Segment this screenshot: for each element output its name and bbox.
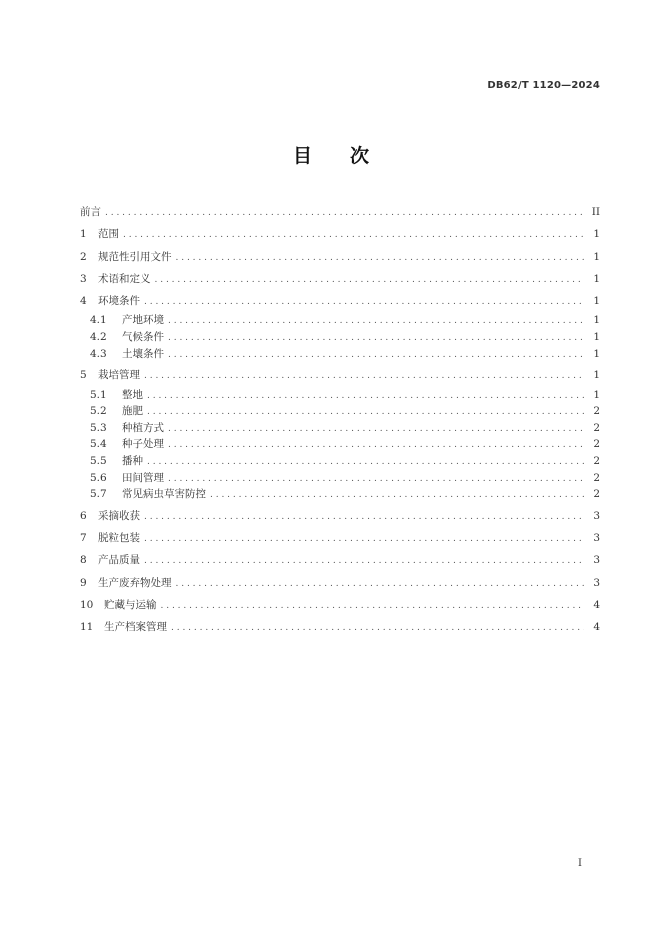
toc-entry-page: 1 — [593, 347, 600, 360]
toc-entry-label: 环境条件 — [98, 295, 140, 308]
toc-entry-5-5[interactable] — [80, 453, 600, 470]
toc-entry-number: 4.2 — [90, 331, 107, 344]
toc-entry-label: 前言 — [80, 206, 101, 218]
toc-entry-number: 5.3 — [90, 421, 107, 434]
toc-entry-5-6[interactable] — [80, 470, 600, 487]
toc-leader-dots — [168, 313, 584, 330]
toc-entry-page: 1 — [593, 228, 600, 241]
toc-entry-page: 1 — [593, 331, 600, 344]
toc-entry-label: 种子处理 — [122, 438, 164, 451]
toc-leader-dots — [144, 550, 584, 572]
toc-entry-page: 4 — [593, 621, 600, 634]
toc-entry-page: 4 — [593, 598, 600, 611]
toc-entry-label: 范围 — [98, 228, 119, 241]
toc-entry-page: 3 — [593, 576, 600, 589]
toc-entry-label: 栽培管理 — [98, 369, 140, 382]
toc-entry-page: 2 — [593, 438, 600, 451]
toc-title-part2: 次 — [350, 145, 370, 167]
toc-entry-number: 10 — [80, 598, 94, 611]
toc-leader-dots — [176, 247, 585, 269]
toc-entry-number: 4 — [80, 295, 87, 308]
toc-entry-7[interactable] — [80, 527, 600, 549]
toc-leader-dots — [155, 269, 585, 291]
toc-entry-6[interactable] — [80, 505, 600, 527]
toc-leader-dots — [105, 202, 584, 224]
toc-entry-page: II — [591, 206, 600, 218]
toc-entry-11[interactable] — [80, 616, 600, 638]
toc-entry-page: 2 — [593, 471, 600, 484]
toc-entry-number: 7 — [80, 532, 87, 545]
toc-leader-dots — [171, 617, 584, 639]
page-number: I — [578, 858, 582, 869]
toc-entry-label: 土壤条件 — [122, 347, 164, 360]
toc-entry-page: 1 — [593, 272, 600, 285]
toc-entry-label: 贮藏与运输 — [104, 598, 157, 611]
toc-entry-2[interactable] — [80, 246, 600, 268]
table-of-contents — [80, 201, 600, 639]
toc-leader-dots — [168, 330, 584, 347]
toc-entry-label: 规范性引用文件 — [98, 250, 172, 263]
toc-entry-number: 9 — [80, 576, 87, 589]
toc-entry-page: 3 — [593, 554, 600, 567]
toc-entry-4-3[interactable] — [80, 346, 600, 363]
toc-entry-number: 5.1 — [90, 388, 107, 401]
toc-entry-label: 产品质量 — [98, 554, 140, 567]
toc-entry-page: 1 — [593, 369, 600, 382]
toc-entry-page: 1 — [593, 295, 600, 308]
toc-leader-dots — [161, 595, 585, 617]
toc-leader-dots — [144, 506, 584, 528]
toc-leader-dots — [210, 487, 584, 504]
toc-entry-label: 生产废弃物处理 — [98, 576, 172, 589]
toc-entry-page: 1 — [593, 314, 600, 327]
toc-entry-label: 田间管理 — [122, 471, 164, 484]
toc-leader-dots — [168, 347, 584, 364]
toc-entry-5-7[interactable] — [80, 486, 600, 503]
toc-entry-number: 4.1 — [90, 314, 107, 327]
toc-entry-9[interactable] — [80, 572, 600, 594]
toc-entry-number: 1 — [80, 228, 87, 241]
toc-entry-page: 1 — [593, 388, 600, 401]
toc-entry-10[interactable] — [80, 594, 600, 616]
toc-entry-5-4[interactable] — [80, 436, 600, 453]
toc-entry-5-3[interactable] — [80, 420, 600, 437]
toc-entry-number: 5.2 — [90, 405, 107, 418]
toc-leader-dots — [144, 528, 584, 550]
toc-entry-number: 11 — [80, 621, 94, 634]
toc-entry-label: 种植方式 — [122, 421, 164, 434]
toc-entry-label: 术语和定义 — [98, 272, 151, 285]
toc-entry-5-2[interactable] — [80, 403, 600, 420]
toc-entry-label: 施肥 — [122, 405, 143, 418]
toc-entry-label: 生产档案管理 — [104, 621, 167, 634]
toc-entry-4[interactable] — [80, 290, 600, 312]
toc-entry-number: 6 — [80, 509, 87, 522]
toc-entry-5-1[interactable] — [80, 387, 600, 404]
toc-entry-page: 3 — [593, 509, 600, 522]
toc-entry-page: 3 — [593, 532, 600, 545]
toc-leader-dots — [168, 421, 584, 438]
toc-entry-4-1[interactable] — [80, 312, 600, 329]
toc-entry-number: 5.7 — [90, 488, 107, 501]
toc-entry-number: 5.6 — [90, 471, 107, 484]
toc-entry-page: 2 — [593, 421, 600, 434]
toc-entry-label: 播种 — [122, 454, 143, 467]
toc-entry-8[interactable] — [80, 549, 600, 571]
toc-entry-number: 4.3 — [90, 347, 107, 360]
toc-title — [0, 141, 662, 168]
toc-leader-dots — [168, 437, 584, 454]
toc-entry-4-2[interactable] — [80, 329, 600, 346]
toc-entry-label: 常见病虫草害防控 — [122, 488, 206, 501]
toc-entry-foreword[interactable] — [80, 201, 600, 223]
toc-entry-label: 产地环境 — [122, 314, 164, 327]
document-code: DB62/T 1120—2024 — [487, 80, 600, 91]
toc-entry-label: 采摘收获 — [98, 509, 140, 522]
toc-entry-number: 2 — [80, 250, 87, 263]
toc-entry-page: 2 — [593, 488, 600, 501]
toc-entry-number: 3 — [80, 272, 87, 285]
toc-leader-dots — [144, 365, 584, 387]
toc-entry-number: 8 — [80, 554, 87, 567]
toc-leader-dots — [147, 388, 584, 405]
toc-entry-label: 整地 — [122, 388, 143, 401]
toc-entry-page: 1 — [593, 250, 600, 263]
toc-entry-1[interactable] — [80, 223, 600, 245]
toc-leader-dots — [147, 404, 584, 421]
toc-entry-number: 5.4 — [90, 438, 107, 451]
toc-leader-dots — [147, 454, 584, 471]
toc-entry-page: 2 — [593, 454, 600, 467]
toc-entry-3[interactable] — [80, 268, 600, 290]
toc-leader-dots — [168, 471, 584, 488]
toc-leader-dots — [123, 224, 584, 246]
toc-title-part1: 目 — [292, 145, 312, 167]
toc-leader-dots — [144, 291, 584, 313]
toc-entry-number: 5 — [80, 369, 87, 382]
toc-entry-number: 5.5 — [90, 454, 107, 467]
toc-entry-label: 脱粒包装 — [98, 532, 140, 545]
toc-leader-dots — [176, 573, 585, 595]
toc-entry-5[interactable] — [80, 364, 600, 386]
toc-entry-label: 气候条件 — [122, 331, 164, 344]
toc-entry-page: 2 — [593, 405, 600, 418]
